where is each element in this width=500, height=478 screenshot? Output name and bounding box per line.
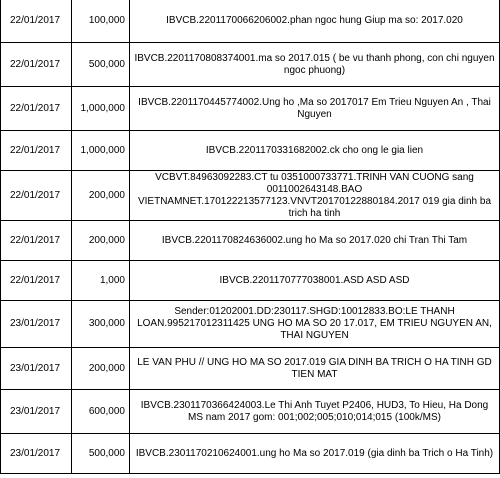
date-cell: 22/01/2017 (1, 171, 72, 221)
table-row (1, 261, 500, 301)
amount-cell: 600,000 (72, 390, 130, 434)
description-cell: VCBVT.84963092283.CT tu 0351000733771.TRINH VAN CUONG sang 0011002643148.BAO VIETNAMNET.170122213577123.VNVT20170122880184.2017 019 gia dinh ba trich ha tinh (130, 171, 500, 221)
table-row (1, 171, 500, 221)
date-cell: 23/01/2017 (1, 301, 72, 348)
amount-cell: 1,000,000 (72, 131, 130, 171)
description-cell: IBVCB.2201170331682002.ck cho ong le gia lien (130, 131, 500, 171)
amount-cell: 1,000 (72, 261, 130, 301)
table-row (1, 43, 500, 87)
date-cell: 22/01/2017 (1, 131, 72, 171)
date-cell: 22/01/2017 (1, 43, 72, 87)
description-cell: LE VAN PHU // UNG HO MA SO 2017.019 GIA DINH BA TRICH O HA TINH GD TIEN MAT (130, 348, 500, 390)
description-cell: IBVCB.2201170777038001.ASD ASD ASD (130, 261, 500, 301)
description-cell: Sender:01202001.DD:230117.SHGD:10012833.BO:LE THANH LOAN.995217012311425 UNG HO MA SO 20 17.017, EM TRIEU NGUYEN AN, THAI NGUYEN (130, 301, 500, 348)
description-cell: IBVCB.2201170445774002.Ung ho ,Ma so 2017017 Em Trieu Nguyen An , Thai Nguyen (130, 87, 500, 131)
table-row (1, 0, 500, 43)
date-cell: 22/01/2017 (1, 261, 72, 301)
amount-cell: 200,000 (72, 171, 130, 221)
description-cell: IBVCB.2301170210624001.ung ho Ma so 2017.019 (gia dinh ba Trich o Ha Tinh) (130, 434, 500, 474)
description-cell: IBVCB.2301170366424003.Le Thi Anh Tuyet P2406, HUD3, To Hieu, Ha Dong MS nam 2017 gom: 001;002;005;010;014;015 (100k/MS) (130, 390, 500, 434)
table-row (1, 221, 500, 261)
table-row (1, 348, 500, 390)
date-cell: 22/01/2017 (1, 221, 72, 261)
date-cell: 22/01/2017 (1, 0, 72, 43)
table-row (1, 87, 500, 131)
amount-cell: 200,000 (72, 348, 130, 390)
table-row (1, 301, 500, 348)
description-cell: IBVCB.2201170066206002.phan ngoc hung Giup ma so: 2017.020 (130, 0, 500, 43)
amount-cell: 500,000 (72, 434, 130, 474)
date-cell: 23/01/2017 (1, 434, 72, 474)
table-row (1, 390, 500, 434)
description-cell: IBVCB.2201170808374001.ma so 2017.015 ( be vu thanh phong, con chi nguyen ngoc phuong) (130, 43, 500, 87)
amount-cell: 100,000 (72, 0, 130, 43)
table-row (1, 131, 500, 171)
amount-cell: 1,000,000 (72, 87, 130, 131)
amount-cell: 300,000 (72, 301, 130, 348)
date-cell: 23/01/2017 (1, 390, 72, 434)
description-cell: IBVCB.2201170824636002.ung ho Ma so 2017.020 chi Tran Thi Tam (130, 221, 500, 261)
amount-cell: 500,000 (72, 43, 130, 87)
date-cell: 22/01/2017 (1, 87, 72, 131)
date-cell: 23/01/2017 (1, 348, 72, 390)
amount-cell: 200,000 (72, 221, 130, 261)
table-row (1, 434, 500, 474)
